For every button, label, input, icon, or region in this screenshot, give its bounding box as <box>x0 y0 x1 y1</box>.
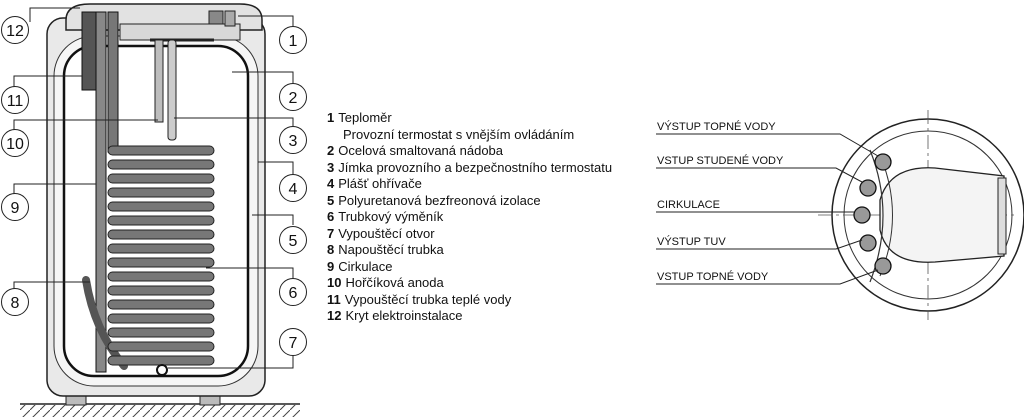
label-input-heating: VSTUP TOPNÉ VODY <box>657 271 769 283</box>
svg-text:11: 11 <box>6 93 24 110</box>
legend-item-10: 10 Hořčíková anoda <box>327 275 444 290</box>
top-view <box>818 110 1024 320</box>
svg-text:4: 4 <box>288 181 298 198</box>
callout-5 <box>280 227 307 254</box>
drain-hole <box>157 365 167 375</box>
legend-item-9: 9 Cirkulace <box>327 258 393 274</box>
svg-text:3: 3 <box>288 133 298 150</box>
callout-9 <box>2 194 29 221</box>
connector-circulation <box>854 207 870 223</box>
label-circulation: CIRKULACE <box>657 199 720 211</box>
callout-3 <box>280 127 307 154</box>
electro-cover-box <box>120 24 240 40</box>
svg-text:1: 1 <box>288 33 298 50</box>
callout-10 <box>2 130 29 157</box>
connector-output-heating <box>875 154 891 170</box>
thermostat-knob <box>225 11 235 26</box>
thermostat-well <box>168 40 176 140</box>
svg-text:5: 5 <box>288 233 298 250</box>
magnesium-anode <box>155 40 163 122</box>
label-input-cold: VSTUP STUDENÉ VODY <box>657 155 784 167</box>
legend-item-11: 11 Vypouštěcí trubka teplé vody <box>327 291 512 307</box>
callout-12 <box>2 17 29 44</box>
svg-text:2: 2 <box>288 90 298 107</box>
legend-item-8: 8 Napouštěcí trubka <box>327 242 444 257</box>
svg-text:12: 12 <box>6 23 24 40</box>
legend-item-7: 7 Vypouštěcí otvor <box>327 225 435 241</box>
legend-item-12: 12 Kryt elektroinstalace <box>327 308 463 323</box>
connector-input-heating <box>875 258 891 274</box>
callout-11 <box>2 87 29 114</box>
callout-7 <box>280 329 307 356</box>
thermometer-head <box>209 11 223 24</box>
heat-pipe-vertical <box>108 12 118 152</box>
legend-item-3: 3 Jímka provozního a bezpečnostního termostatu <box>327 159 613 175</box>
callout-8 <box>2 289 29 316</box>
label-output-hot: VÝSTUP TUV <box>657 236 726 248</box>
legend-item-2: 2 Ocelová smaltovaná nádoba <box>327 143 504 158</box>
legend-item-6: 6 Trubkový výměník <box>327 209 444 224</box>
legend-item-5: 5 Polyuretanová bezfreonová izolace <box>327 192 541 208</box>
connector-output-hot <box>860 235 876 251</box>
svg-text:8: 8 <box>10 295 20 312</box>
svg-text:10: 10 <box>6 136 24 153</box>
connector-input-cold <box>860 180 876 196</box>
callout-6 <box>280 279 307 306</box>
svg-text:7: 7 <box>288 335 298 352</box>
svg-text:6: 6 <box>288 285 298 302</box>
callout-2 <box>280 84 307 111</box>
legend-item-1: 1 Teploměr <box>327 110 392 125</box>
callout-4 <box>280 175 307 202</box>
electro-cover-top <box>880 168 1004 262</box>
label-output-heating: VÝSTUP TOPNÉ VODY <box>657 121 776 133</box>
callout-1 <box>280 27 307 54</box>
legend-item-4: 4 Plášť ohřívače <box>327 176 422 191</box>
legend-item-1-sub: Provozní termostat s vnějším ovládáním <box>343 126 575 142</box>
svg-text:9: 9 <box>10 200 20 217</box>
hot-water-pipe <box>82 12 96 90</box>
floor <box>20 404 300 417</box>
legend <box>327 110 612 325</box>
